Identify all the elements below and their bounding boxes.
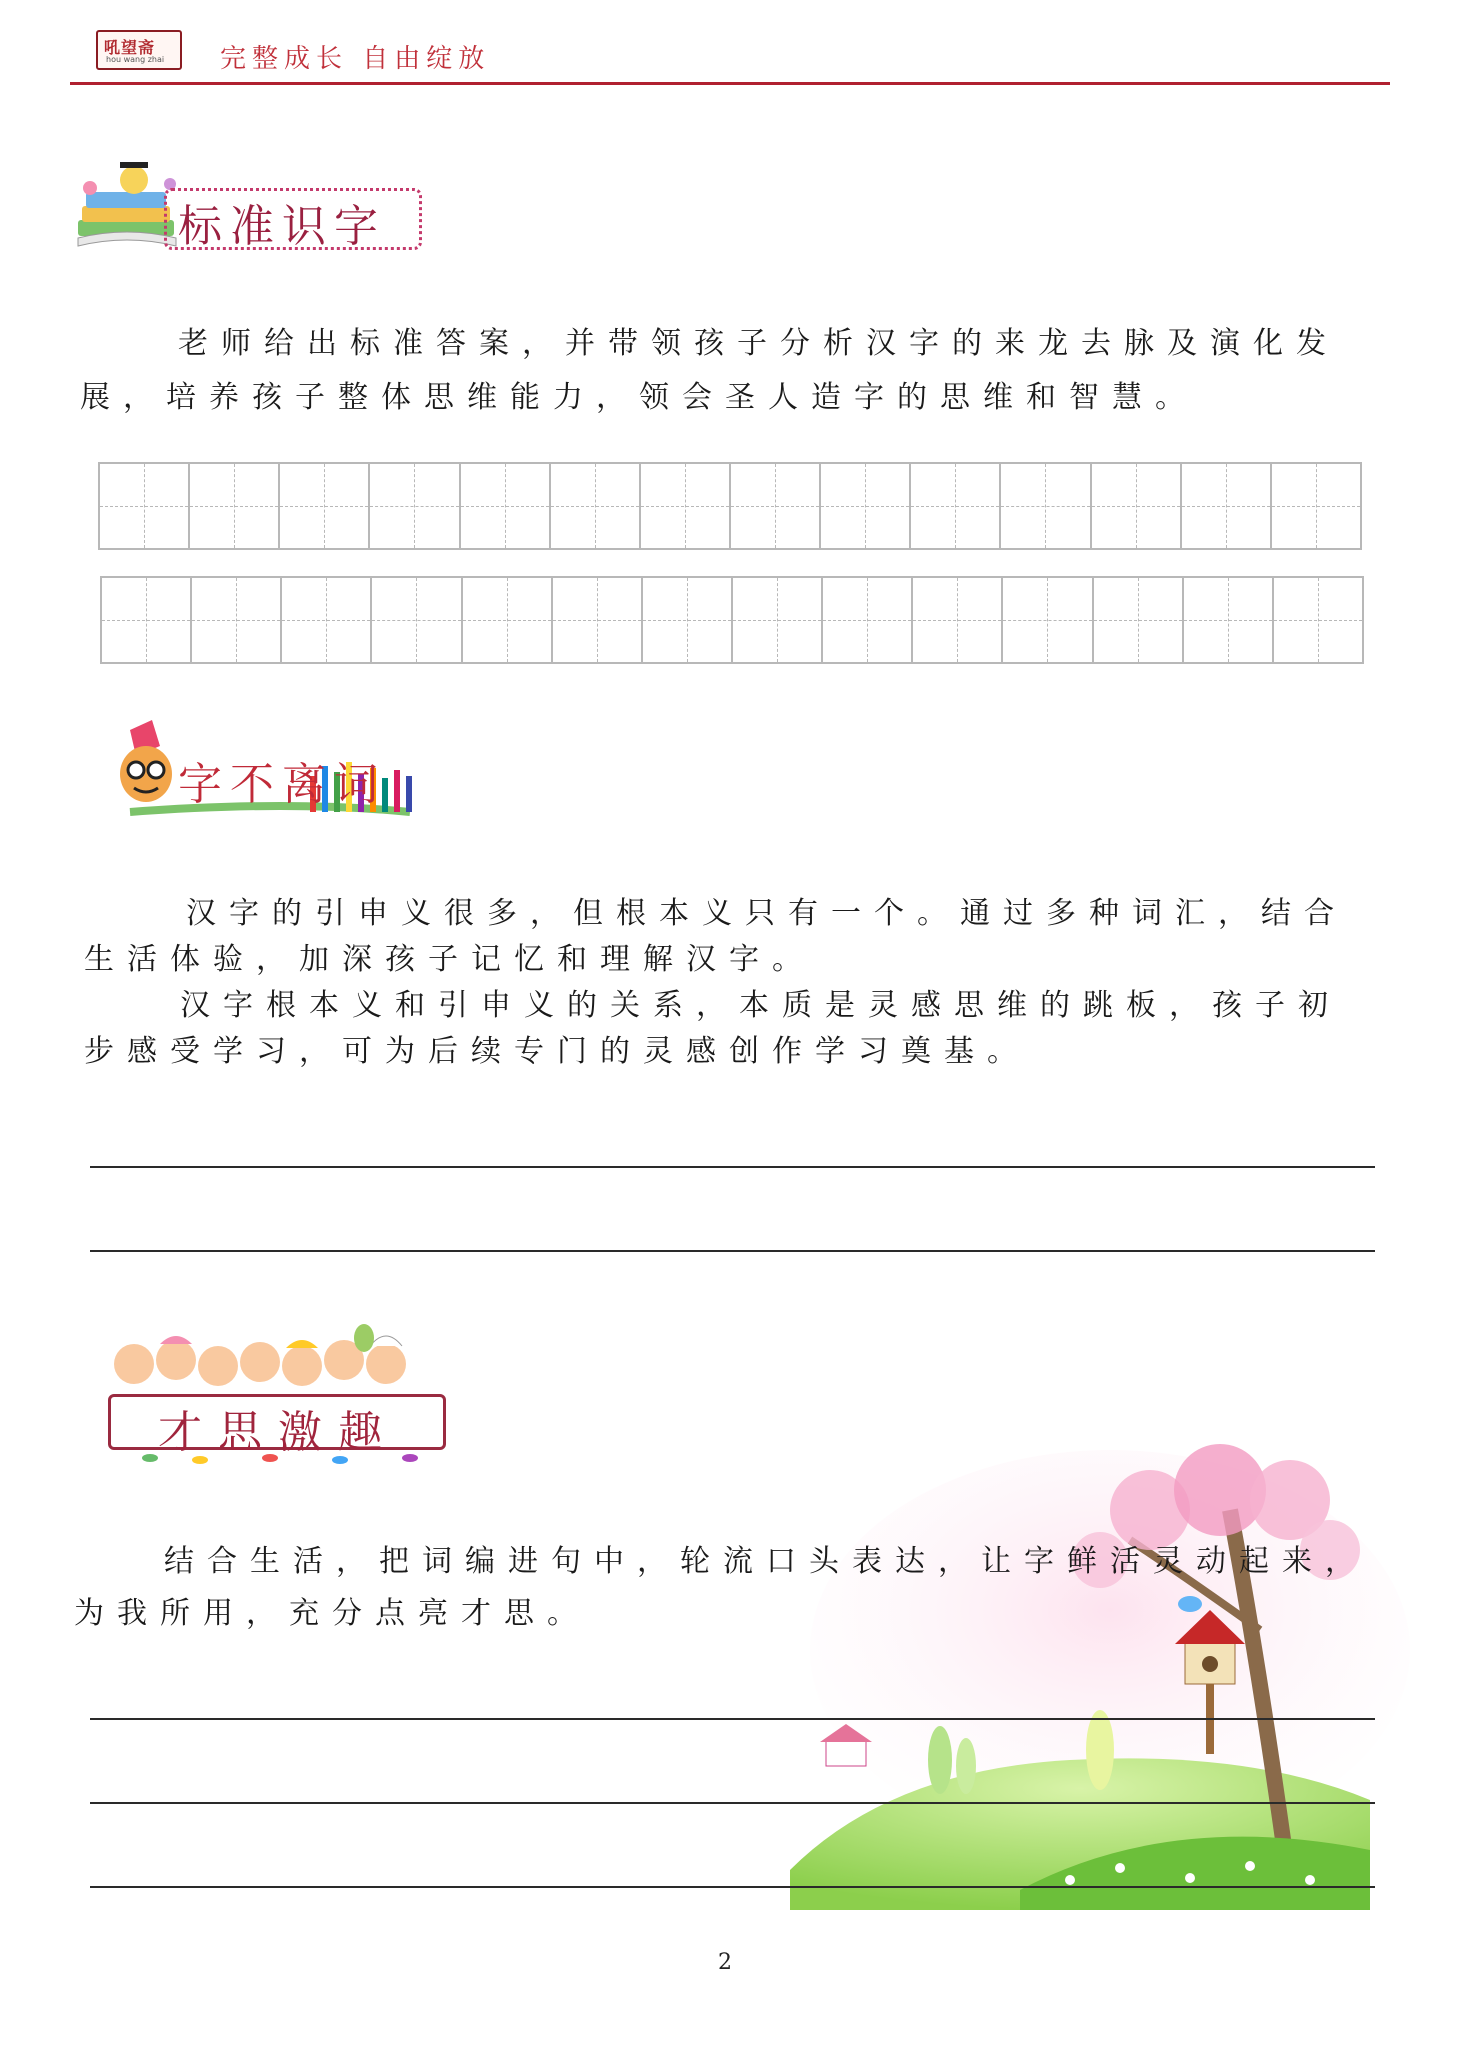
grid-cell[interactable] xyxy=(641,464,731,548)
paragraph-line: 汉字的引申义很多，但根本义只有一个。通过多种词汇，结合 xyxy=(186,896,1347,931)
grid-cell[interactable] xyxy=(372,578,462,662)
grid-cell[interactable] xyxy=(370,464,460,548)
grid-cell[interactable] xyxy=(102,578,192,662)
writing-line[interactable] xyxy=(90,1886,1375,1888)
paragraph-line: 生活体验，加深孩子记忆和理解汉字。 xyxy=(84,942,815,977)
grid-cell[interactable] xyxy=(1003,578,1093,662)
paragraph-line: 汉字根本义和引申义的关系，本质是灵感思维的跳板，孩子初 xyxy=(180,988,1341,1023)
grid-cell[interactable] xyxy=(1272,464,1360,548)
grid-cell[interactable] xyxy=(911,464,1001,548)
logo-text: 吼望斋 xyxy=(104,38,156,57)
grid-cell[interactable] xyxy=(100,464,190,548)
section-title-creative-fun: 才思激趣 xyxy=(158,1407,398,1458)
grid-cell[interactable] xyxy=(821,464,911,548)
writing-grid-row[interactable] xyxy=(98,462,1362,550)
paragraph-line: 结合生活，把词编进句中，轮流口头表达，让字鲜活灵动起来， xyxy=(164,1544,1368,1579)
writing-line[interactable] xyxy=(90,1718,1375,1720)
writing-grid-row[interactable] xyxy=(100,576,1364,664)
writing-line[interactable] xyxy=(90,1166,1375,1168)
grid-cell[interactable] xyxy=(1184,578,1274,662)
grid-cell[interactable] xyxy=(280,464,370,548)
grid-cell[interactable] xyxy=(1274,578,1362,662)
header-slogan: 完整成长 自由绽放 xyxy=(220,44,491,74)
grid-cell[interactable] xyxy=(823,578,913,662)
paragraph-line: 老师给出标准答案，并带领孩子分析汉字的来龙去脉及演化发 xyxy=(178,326,1339,361)
grid-cell[interactable] xyxy=(551,464,641,548)
grid-cell[interactable] xyxy=(282,578,372,662)
header-divider xyxy=(70,82,1390,85)
grid-cell[interactable] xyxy=(733,578,823,662)
paragraph-line: 为我所用，充分点亮才思。 xyxy=(74,1596,590,1631)
section-title-word-context: 字不离词 xyxy=(178,759,386,810)
paragraph-line: 步感受学习，可为后续专门的灵感创作学习奠基。 xyxy=(84,1034,1030,1069)
grid-cell[interactable] xyxy=(913,578,1003,662)
writing-line[interactable] xyxy=(90,1802,1375,1804)
grid-cell[interactable] xyxy=(1001,464,1091,548)
grid-cell[interactable] xyxy=(553,578,643,662)
grid-cell[interactable] xyxy=(1094,578,1184,662)
grid-cell[interactable] xyxy=(461,464,551,548)
grid-cell[interactable] xyxy=(731,464,821,548)
page-number: 2 xyxy=(718,1950,732,1975)
grid-cell[interactable] xyxy=(192,578,282,662)
paragraph-line: 展，培养孩子整体思维能力，领会圣人造字的思维和智慧。 xyxy=(80,380,1198,415)
brand-logo xyxy=(96,30,182,70)
writing-line[interactable] xyxy=(90,1250,1375,1252)
grid-cell[interactable] xyxy=(190,464,280,548)
grid-cell[interactable] xyxy=(1182,464,1272,548)
section-title-standard-literacy: 标准识字 xyxy=(178,201,386,252)
grid-cell[interactable] xyxy=(1092,464,1182,548)
grid-cell[interactable] xyxy=(643,578,733,662)
grid-cell[interactable] xyxy=(463,578,553,662)
logo-pinyin: hou wang zhai xyxy=(106,55,165,64)
